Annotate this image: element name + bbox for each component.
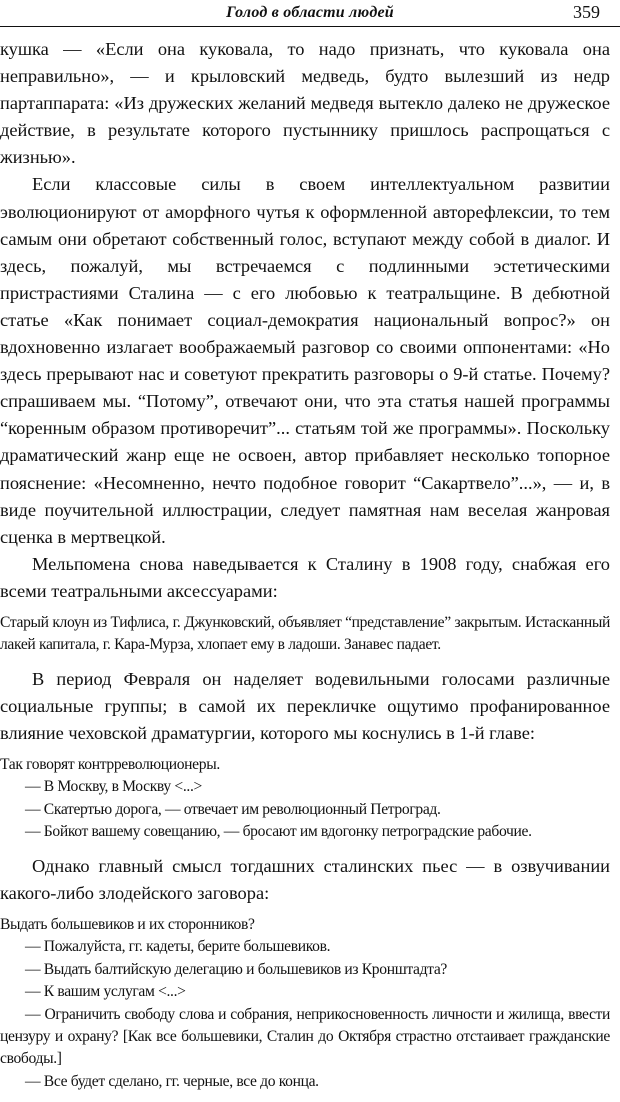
- page-header: [0, 2, 620, 26]
- quote-line: — Бойкот вашему совещанию, — бросают им вдогонку петроградские рабочие.: [25, 823, 532, 841]
- paragraph-class-forces: Если классовые силы в своем интеллектуальном развитии эволюционируют от аморфного чутья к оформленной авторефлексии, то тем самым они обретают собственный голос, вступают между собой в диалог. И здесь, пожалуй, мы встречаемся с подлинными эстетическими пристрастиями Сталина — с его любовью к театральщине. В дебютной статье «Как понимает социал-демократия национальный вопрос?» он вдохновенно излагает воображаемый разговор со своими оппонентами: «Но здесь прерывают нас и советуют прекратить разговоры о 9-й статье. Почему? спрашиваем мы. “Потому”, отвечают они, что эта статья нашей программы “коренным образом противоречит”... статьям той же программы». Поскольку драматический жанр еще не освоен, автор прибавляет несколько топорное пояснение: «Несомненно, нечто подобное говорит “Сакартвело”...», — и, в виде поучительной иллюстрации, следует памятная нам веселая жанровая сценка в мертвецкой.: [0, 174, 610, 547]
- page-number: 359: [573, 2, 600, 22]
- quote-line: — В Москву, в Москву <...>: [25, 778, 202, 796]
- paragraph-continuation: кушка — «Если она куковала, то надо признать, что куковала она неправильно», — и крыловский медведь, будто вылезший из недр партаппарата: «Из дружеских желаний медведя вытекло далеко не дружеское действие, в результате которого пустыннику пришлось распрощаться с жизнью».: [0, 39, 610, 168]
- quote-conspiracy: [0, 914, 610, 1093]
- quote-line: — Все будет сделано, гг. черные, все до конца.: [25, 1072, 319, 1090]
- quote-line: Старый клоун из Тифлиса, г. Джунковский, объявляет “представление” закрытым. Истасканный лакей капитала, г. Кара-Мурза, хлопает ему в ладоши. Занавес падает.: [0, 613, 610, 654]
- quote-line: — Скатертью дорога, — отвечает им революционный Петроград.: [25, 800, 441, 818]
- paragraph-plays: Однако главный смысл тогдашних сталинских пьес — в озвучивании какого-либо злодейского заговора:: [0, 855, 610, 903]
- running-title: Голод в области людей: [226, 4, 394, 21]
- quote-counterrevolution: [0, 754, 610, 844]
- paragraph-melpomene: Мельпомена снова наведывается к Сталину в 1908 году, снабжая его всеми театральными аксессуарами:: [0, 553, 610, 601]
- quote-line: — Пожалуйста, гг. кадеты, берите большевиков.: [25, 938, 331, 956]
- quote-line: Выдать большевиков и их сторонников?: [0, 915, 255, 933]
- paragraph-february: В период Февраля он наделяет водевильными голосами различные социальные группы; в самой их перекличке ощутимо профанированное влияние чеховской драматургии, которого мы коснулись в 1-й главе:: [0, 668, 610, 743]
- quote-line: — К вашим услугам <...>: [25, 983, 186, 1001]
- quote-line: — Выдать балтийскую делегацию и большевиков из Кронштадта?: [25, 960, 447, 978]
- quote-clown: [0, 612, 610, 657]
- page-body: [0, 36, 610, 1102]
- header-rule: [0, 26, 620, 27]
- quote-line: Так говорят контрреволюционеры.: [0, 756, 220, 774]
- quote-line: — Ограничить свободу слова и собрания, неприкосновенность личности и жилища, ввести цензуру и охрану? [Как все большевики, Сталин до Октября страстно отстаивает гражданские свободы.]: [0, 1005, 610, 1068]
